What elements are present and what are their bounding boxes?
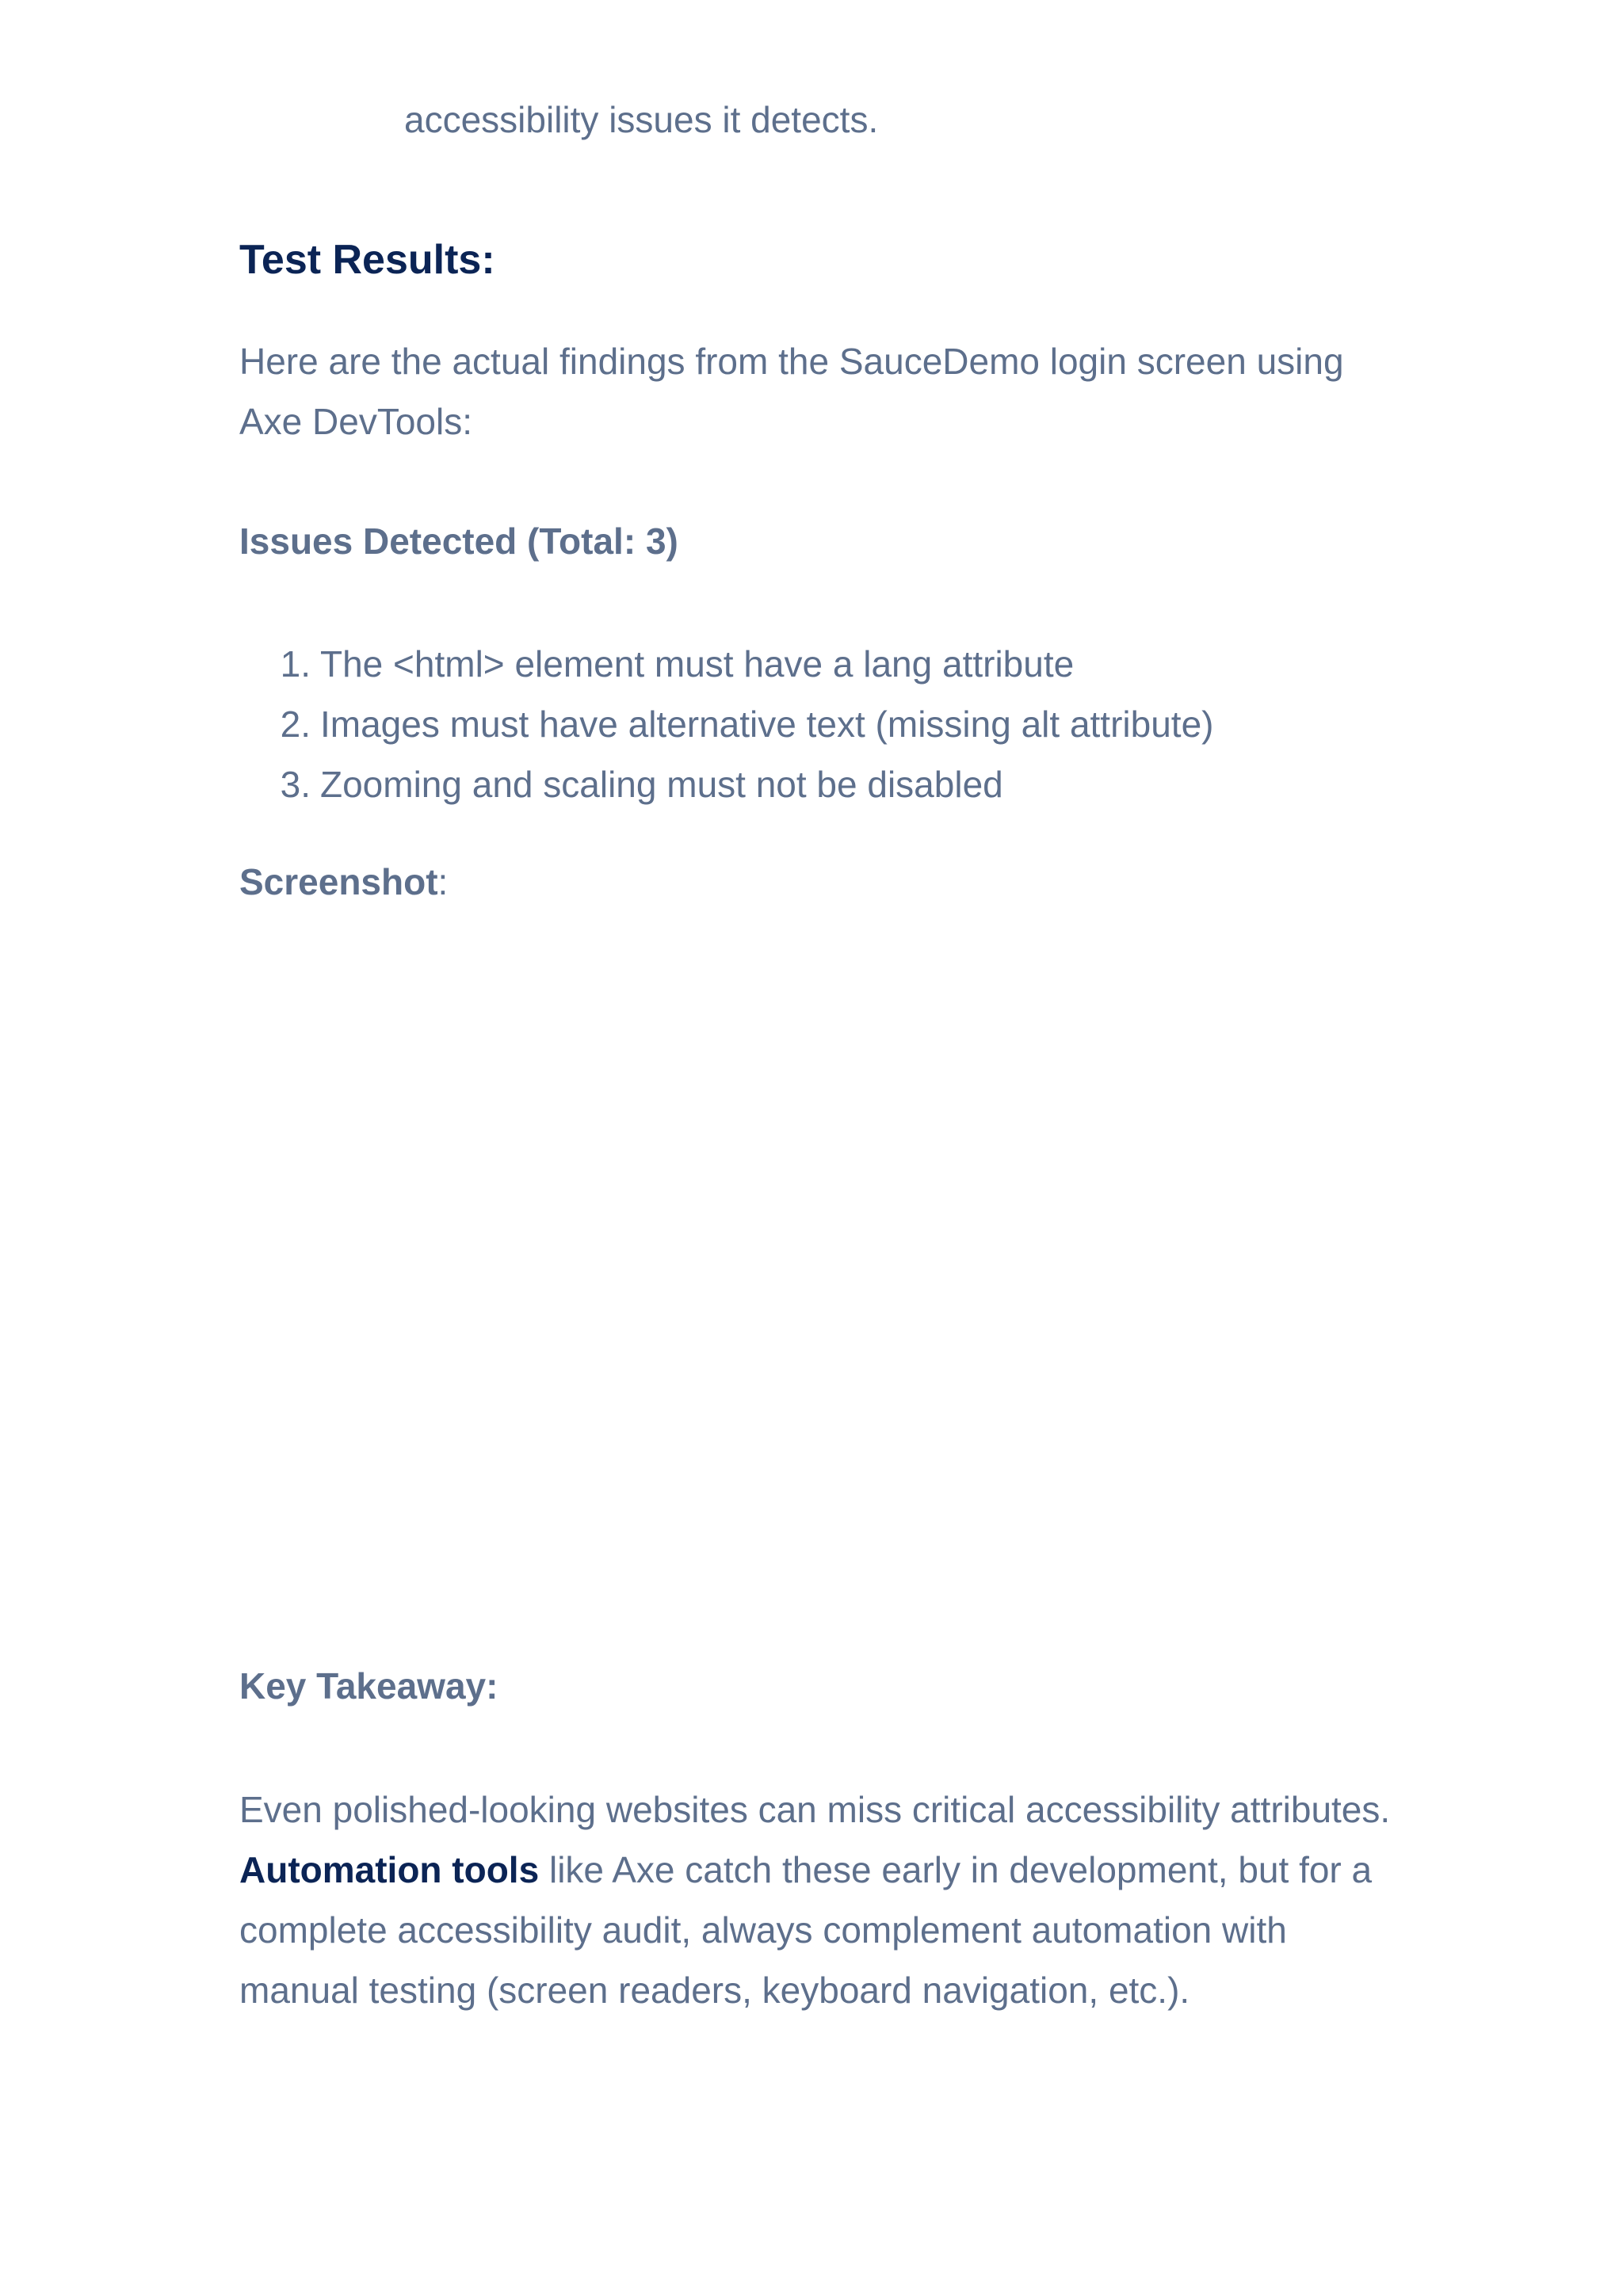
list-item-number: 1.	[280, 643, 311, 685]
screenshot-label	[239, 856, 448, 908]
list-item	[239, 634, 1213, 694]
screenshot-label-colon: :	[437, 861, 449, 902]
test-results-intro: Here are the actual findings from the SauceDemo login screen using Axe DevTools:	[239, 341, 1344, 442]
list-item-text: Zooming and scaling must not be disabled	[320, 764, 1003, 805]
intro-tail-text: accessibility issues it detects.	[404, 99, 879, 140]
key-takeaway-paragraph	[239, 1779, 1396, 2020]
takeaway-text-after: like Axe catch these early in development, but for a complete accessibility audit, always complement automation with manual testing (screen readers, keyboard navigation, etc.).	[239, 1849, 1373, 2011]
test-results-heading: Test Results:	[239, 237, 495, 283]
list-item-number: 2.	[280, 704, 311, 745]
list-item-text: Images must have alternative text (missing alt attribute)	[320, 704, 1214, 745]
issues-list	[239, 634, 1213, 814]
issues-detected-heading: Issues Detected (Total: 3)	[239, 521, 678, 562]
key-takeaway-heading: Key Takeaway:	[239, 1665, 498, 1707]
list-item	[239, 754, 1213, 814]
list-item-number: 3.	[280, 764, 311, 805]
screenshot-image-area	[239, 919, 1412, 1600]
list-item-text: The <html> element must have a lang attribute	[320, 643, 1075, 685]
takeaway-bold-text: Automation tools	[239, 1849, 540, 1890]
takeaway-text-before: Even polished-looking websites can miss critical accessibility attributes.	[239, 1789, 1391, 1830]
list-item	[239, 694, 1213, 754]
screenshot-label-bold: Screenshot	[239, 861, 438, 902]
